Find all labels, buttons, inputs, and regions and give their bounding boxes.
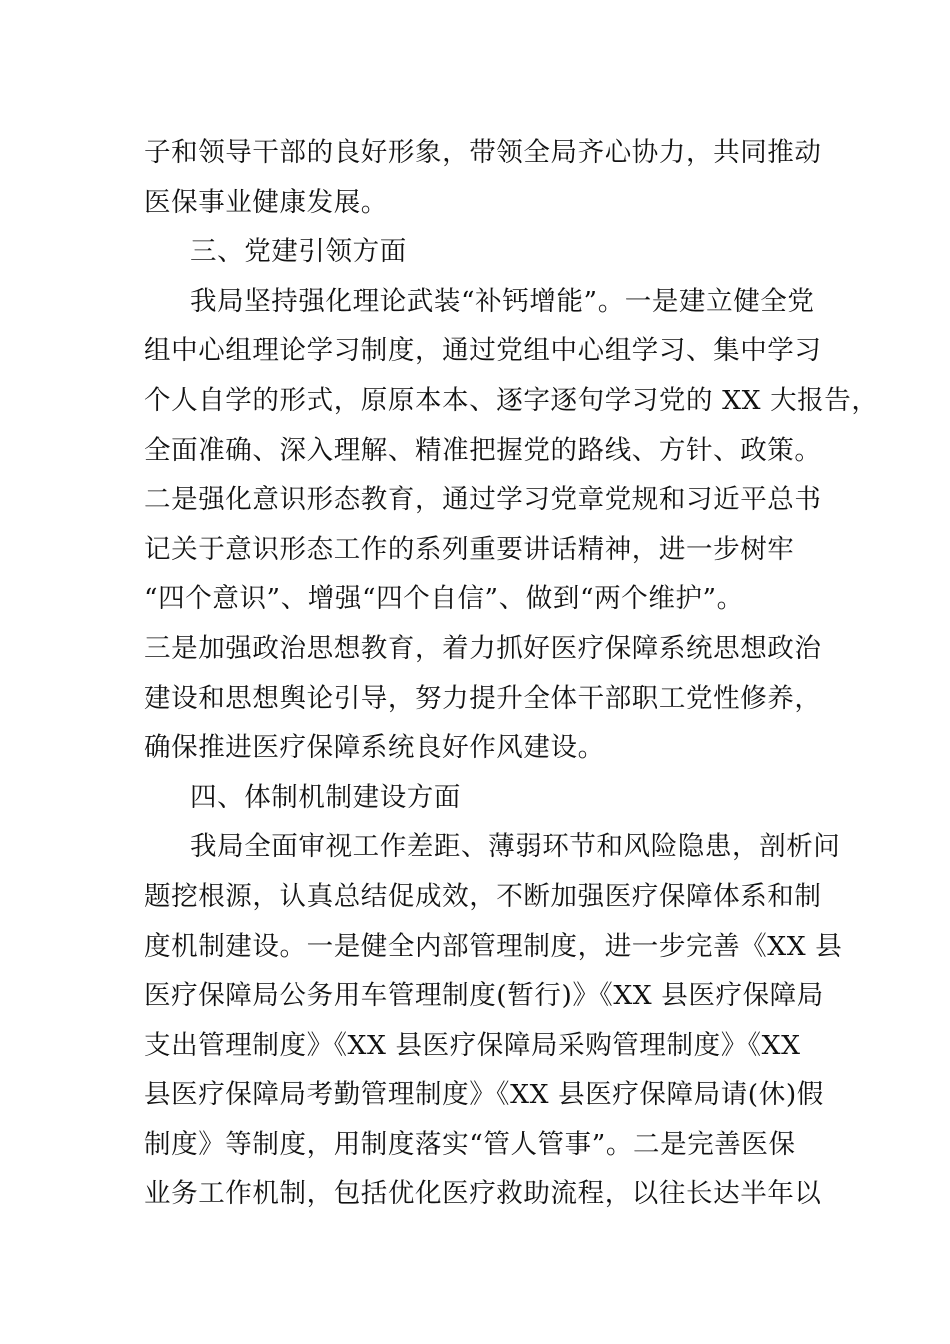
- paragraph-line: 我局坚持强化理论武装“补钙增能”。一是建立健全党: [190, 285, 815, 317]
- paragraph-line: 建设和思想舆论引导，努力提升全体干部职工党性修养，: [144, 682, 822, 714]
- paragraph-line: 题挖根源，认真总结促成效，不断加强医疗保障体系和制: [144, 880, 822, 912]
- paragraph-line: 三是加强政治思想教育，着力抓好医疗保障系统思想政治: [144, 632, 822, 664]
- paragraph-line: 医疗保障局公务用车管理制度(暂行)》《XX 县医疗保障局: [144, 980, 824, 1012]
- paragraph-line: 组中心组理论学习制度，通过党组中心组学习、集中学习: [144, 335, 822, 367]
- paragraph-line: “四个意识”、增强“四个自信”、做到“两个维护”。: [144, 583, 744, 615]
- section-heading-party-building: 三、党建引领方面: [190, 236, 407, 268]
- paragraph-line: 制度》等制度，用制度落实“管人管事”。二是完善医保: [144, 1128, 796, 1160]
- paragraph-line: 医保事业健康发展。: [144, 186, 388, 218]
- paragraph-line: 业务工作机制，包括优化医疗救助流程，以往长达半年以: [144, 1178, 822, 1210]
- paragraph-line: 全面准确、深入理解、精准把握党的路线、方针、政策。: [144, 434, 822, 466]
- document-body: [144, 128, 879, 1219]
- paragraph-line: 记关于意识形态工作的系列重要讲话精神，进一步树牢: [144, 533, 795, 565]
- paragraph-line: 个人自学的形式，原原本本、逐字逐句学习党的 XX 大报告，: [144, 384, 879, 416]
- paragraph-line: 县医疗保障局考勤管理制度》《XX 县医疗保障局请(休)假: [144, 1079, 824, 1111]
- paragraph-line: 二是强化意识形态教育，通过学习党章党规和习近平总书: [144, 484, 822, 516]
- section-heading-institution: 四、体制机制建设方面: [190, 781, 461, 813]
- paragraph-line: 确保推进医疗保障系统良好作风建设。: [144, 732, 605, 764]
- paragraph-line: 支出管理制度》《XX 县医疗保障局采购管理制度》《XX: [144, 1029, 801, 1061]
- paragraph-line: 我局全面审视工作差距、薄弱环节和风险隐患，剖析问: [190, 831, 841, 863]
- paragraph-line: 子和领导干部的良好形象，带领全局齐心协力，共同推动: [144, 137, 822, 168]
- paragraph-line: 度机制建设。一是健全内部管理制度，进一步完善《XX 县: [144, 930, 843, 962]
